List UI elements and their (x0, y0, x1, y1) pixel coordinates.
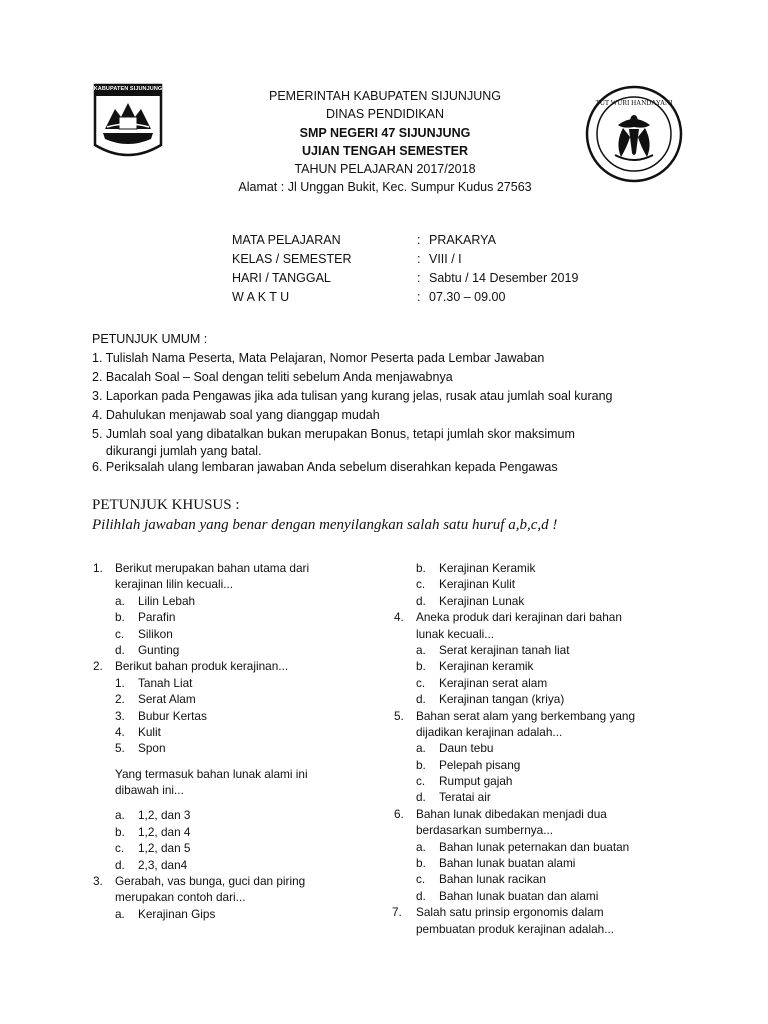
item-text: Tanah Liat (138, 675, 193, 690)
question-6 (394, 806, 694, 822)
option-letter: d. (416, 692, 426, 707)
questions-left-column (93, 560, 383, 922)
answer-option (394, 691, 694, 707)
info-sep: : (417, 233, 421, 247)
option-letter: b. (416, 561, 426, 575)
item-text: Spon (138, 741, 166, 756)
question-text-line (394, 626, 694, 642)
question-number: 3. (93, 874, 103, 889)
question-text: lunak kecuali... (416, 626, 495, 641)
item-text: Kulit (138, 724, 161, 739)
header-line-2: DINAS PENDIDIKAN (325, 107, 445, 122)
question-text: dijadikan kerajinan adalah... (416, 724, 563, 739)
question-text: Gerabah, vas bunga, guci dan piring (115, 874, 306, 889)
answer-option (93, 840, 383, 856)
item-number: 2. (115, 692, 125, 707)
kabupaten-logo (93, 83, 163, 165)
info-sep: : (417, 290, 421, 304)
option-text: Bahan lunak buatan dan alami (439, 888, 599, 903)
answer-option (394, 740, 694, 756)
option-letter: d. (115, 642, 125, 657)
info-value: 07.30 – 09.00 (429, 290, 506, 304)
question-text-line (93, 889, 383, 905)
spacer (93, 798, 383, 807)
option-text: Daun tebu (439, 741, 494, 756)
question-number: 2. (93, 659, 103, 674)
option-text: Lilin Lebah (138, 593, 196, 608)
info-value: PRAKARYA (429, 233, 496, 247)
question-text: pembuatan produk kerajinan adalah... (416, 921, 615, 936)
specific-instructions-text: Pilihlah jawaban yang benar dengan menyilangkan salah satu huruf a,b,c,d ! (92, 517, 558, 533)
question-text: Bahan lunak dibedakan menjadi dua (416, 806, 607, 821)
question-text: merupakan contoh dari... (115, 890, 246, 905)
option-text: Bahan lunak peternakan dan buatan (439, 839, 630, 854)
info-value: Sabtu / 14 Desember 2019 (429, 271, 579, 285)
option-text: 1,2, dan 4 (138, 824, 191, 839)
question-subtext (93, 766, 383, 782)
logo-right-text: TUT WURI HANDAYANI (595, 99, 673, 107)
option-text: Pelepah pisang (439, 757, 521, 772)
item-number: 3. (115, 708, 125, 723)
list-item (93, 691, 383, 707)
question-number: 7. (392, 905, 402, 920)
option-text: Kerajinan keramik (439, 659, 534, 674)
option-letter: a. (416, 741, 426, 756)
question-text: berdasarkan sumbernya... (416, 823, 554, 838)
answer-option (394, 888, 694, 904)
instruction-line: dikurangi jumlah yang batal. (92, 444, 262, 458)
logo-left-text: KABUPATEN SIJUNJUNG (93, 86, 163, 92)
option-letter: d. (115, 857, 125, 872)
answer-option (394, 871, 694, 887)
question-3 (93, 873, 383, 889)
instruction-line: 1. Tulislah Nama Peserta, Mata Pelajaran, Nomor Peserta pada Lembar Jawaban (92, 351, 545, 365)
answer-option (394, 789, 694, 805)
answer-option (93, 824, 383, 840)
option-text: Gunting (138, 642, 180, 657)
answer-option (394, 773, 694, 789)
option-letter: b. (115, 824, 125, 839)
instruction-line: 2. Bacalah Soal – Soal dengan teliti sebelum Anda menjawabnya (92, 370, 453, 384)
option-text: Teratai air (439, 790, 491, 805)
option-text: Kerajinan tangan (kriya) (439, 692, 565, 707)
answer-option (394, 757, 694, 773)
option-letter: d. (416, 888, 426, 903)
question-text-line (394, 921, 694, 937)
option-text: Parafin (138, 610, 176, 625)
instruction-line: 5. Jumlah soal yang dibatalkan bukan merupakan Bonus, tetapi jumlah skor maksimum (92, 427, 575, 441)
info-key: HARI / TANGGAL (232, 271, 331, 285)
option-letter: c. (416, 577, 426, 592)
list-item (93, 740, 383, 756)
info-key: W A K T U (232, 290, 290, 304)
option-letter: c. (115, 626, 125, 641)
question-text: Salah satu prinsip ergonomis dalam (416, 905, 604, 920)
info-key: KELAS / SEMESTER (232, 252, 352, 266)
item-number: 1. (115, 675, 125, 690)
info-sep: : (417, 271, 421, 285)
tut-wuri-handayani-logo (585, 85, 683, 183)
list-item (93, 724, 383, 740)
item-number: 5. (115, 741, 125, 756)
option-text: Silikon (138, 626, 173, 641)
question-text-line (93, 576, 383, 592)
question-5 (394, 708, 694, 724)
answer-option (394, 675, 694, 691)
option-text: Bahan lunak racikan (439, 872, 546, 887)
question-text-line (394, 822, 694, 838)
item-text: Bubur Kertas (138, 708, 207, 723)
header-address: Alamat : Jl Unggan Bukit, Kec. Sumpur Kudus 27563 (238, 180, 532, 195)
answer-option (394, 839, 694, 855)
option-text: 2,3, dan4 (138, 857, 188, 872)
instruction-line: 4. Dahulukan menjawab soal yang dianggap mudah (92, 408, 380, 422)
answer-option (93, 609, 383, 625)
option-text: Kerajinan Keramik (439, 561, 536, 575)
answer-option (394, 576, 694, 592)
letterhead (200, 87, 570, 197)
answer-option (394, 560, 694, 576)
option-letter: a. (115, 808, 125, 823)
option-letter: b. (416, 659, 426, 674)
option-letter: b. (416, 856, 426, 871)
header-exam-title: UJIAN TENGAH SEMESTER (302, 143, 468, 158)
option-text: 1,2, dan 5 (138, 841, 191, 856)
question-text: dibawah ini... (115, 783, 184, 798)
option-text: Kerajinan Kulit (439, 577, 516, 592)
option-letter: d. (416, 593, 426, 608)
option-letter: b. (416, 757, 426, 772)
header-line-1: PEMERINTAH KABUPATEN SIJUNJUNG (269, 89, 501, 103)
option-letter: c. (115, 841, 125, 856)
question-2 (93, 658, 383, 674)
instruction-line: 3. Laporkan pada Pengawas jika ada tulisan yang kurang jelas, rusak atau jumlah soal kurang (92, 389, 613, 403)
info-sep: : (417, 252, 421, 266)
option-text: Rumput gajah (439, 774, 513, 789)
option-letter: c. (416, 774, 426, 789)
answer-option (93, 906, 383, 922)
answer-option (394, 642, 694, 658)
answer-option (93, 593, 383, 609)
option-letter: a. (115, 906, 125, 921)
option-letter: c. (416, 675, 426, 690)
question-number: 4. (394, 610, 404, 625)
general-instructions (92, 330, 712, 477)
option-text: Kerajinan Lunak (439, 593, 525, 608)
header-year: TAHUN PELAJARAN 2017/2018 (294, 162, 476, 177)
question-number: 6. (394, 806, 404, 821)
question-text-line (394, 724, 694, 740)
question-text: Yang termasuk bahan lunak alami ini (115, 766, 308, 781)
specific-instructions-title: PETUNJUK KHUSUS : (92, 497, 240, 513)
header-school-name: SMP NEGERI 47 SIJUNJUNG (299, 125, 471, 140)
item-text: Serat Alam (138, 692, 196, 707)
answer-option (394, 855, 694, 871)
list-item (93, 675, 383, 691)
info-value: VIII / I (429, 252, 462, 266)
question-text: Aneka produk dari kerajinan dari bahan (416, 610, 622, 625)
instruction-line: 6. Periksalah ulang lembaran jawaban Anda sebelum diserahkan kepada Pengawas (92, 460, 558, 474)
list-item (93, 708, 383, 724)
option-text: Kerajinan Gips (138, 906, 216, 921)
question-4 (394, 609, 694, 625)
question-number: 1. (93, 561, 103, 575)
answer-option (93, 642, 383, 658)
question-subtext (93, 782, 383, 798)
option-letter: d. (416, 790, 426, 805)
question-number: 5. (394, 708, 404, 723)
option-letter: a. (416, 839, 426, 854)
option-text: 1,2, dan 3 (138, 808, 191, 823)
option-text: Bahan lunak buatan alami (439, 856, 576, 871)
questions-right-column (394, 560, 694, 937)
question-text: Berikut merupakan bahan utama dari (115, 561, 310, 575)
option-letter: c. (416, 872, 426, 887)
spacer (93, 757, 383, 766)
question-1 (93, 560, 383, 576)
option-letter: a. (115, 593, 125, 608)
question-7 (394, 904, 694, 920)
answer-option (93, 857, 383, 873)
question-text: Berikut bahan produk kerajinan... (115, 659, 289, 674)
option-text: Serat kerajinan tanah liat (439, 642, 570, 657)
question-text: Bahan serat alam yang berkembang yang (416, 708, 636, 723)
general-instructions-title: PETUNJUK UMUM : (92, 332, 208, 346)
option-letter: a. (416, 642, 426, 657)
answer-option (93, 626, 383, 642)
info-key: MATA PELAJARAN (232, 233, 341, 247)
answer-option (93, 807, 383, 823)
question-text: kerajinan lilin kecuali... (115, 577, 234, 592)
specific-instructions (92, 495, 557, 535)
option-text: Kerajinan serat alam (439, 675, 548, 690)
item-number: 4. (115, 724, 125, 739)
answer-option (394, 593, 694, 609)
answer-option (394, 658, 694, 674)
option-letter: b. (115, 610, 125, 625)
